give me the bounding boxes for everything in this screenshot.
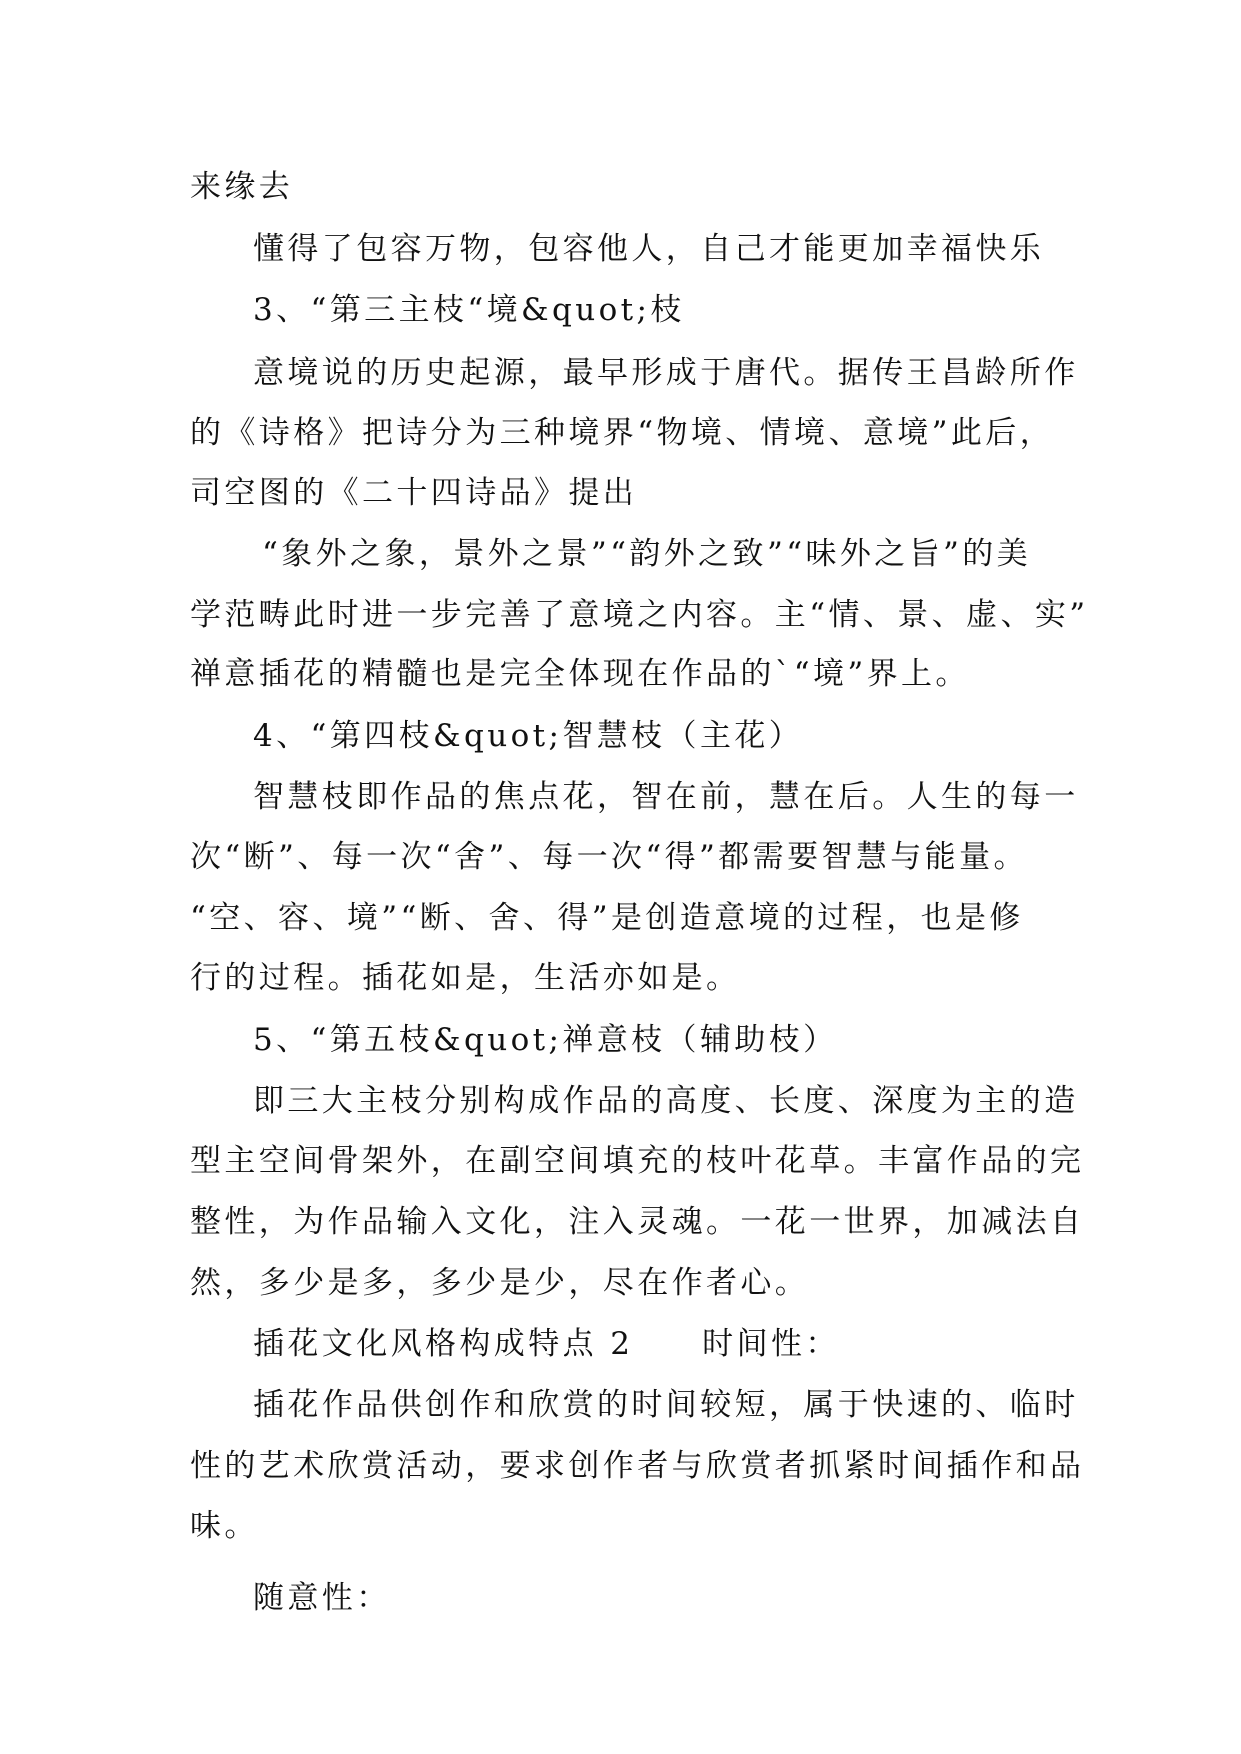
text-line: “象外之象，景外之景”“韵外之致”“味外之旨”的美 xyxy=(262,536,1032,572)
text-line: 司空图的《二十四诗品》提出 xyxy=(190,475,638,511)
text-line: 懂得了包容万物，包容他人，自己才能更加幸福快乐 xyxy=(253,231,1045,267)
section-heading: 随意性： xyxy=(253,1580,391,1616)
text-line: 整性，为作品输入文化，注入灵魂。一花一世界，加减法自 xyxy=(190,1204,1085,1240)
text-line: 性的艺术欣赏活动，要求创作者与欣赏者抓紧时间插作和品 xyxy=(190,1448,1085,1484)
text-line: “空、容、境”“断、舍、得”是创造意境的过程，也是修 xyxy=(190,900,1024,936)
text-line: 然，多少是多，多少是少，尽在作者心。 xyxy=(190,1265,810,1301)
section-heading: 3、“第三主枝“境&quot;枝 xyxy=(253,292,685,328)
text-line: 禅意插花的精髓也是完全体现在作品的`“境”界上。 xyxy=(190,656,970,692)
text-line: 来缘去 xyxy=(190,169,294,205)
text-line: 插花作品供创作和欣赏的时间较短，属于快速的、临时 xyxy=(253,1387,1079,1423)
text-line: 的《诗格》把诗分为三种境界“物境、情境、意境”此后， xyxy=(190,415,1055,451)
section-heading: 5、“第五枝&quot;禅意枝（辅助枝） xyxy=(253,1022,838,1058)
text-line: 学范畴此时进一步完善了意境之内容。主“情、景、虚、实” xyxy=(190,597,1089,633)
section-heading: 插花文化风格构成特点 2 时间性： xyxy=(253,1326,840,1362)
section-heading: 4、“第四枝&quot;智慧枝（主花） xyxy=(253,718,804,754)
text-line: 即三大主枝分别构成作品的高度、长度、深度为主的造 xyxy=(253,1083,1079,1119)
text-line: 行的过程。插花如是，生活亦如是。 xyxy=(190,960,741,996)
text-line: 型主空间骨架外，在副空间填充的枝叶花草。丰富作品的完 xyxy=(190,1143,1085,1179)
text-line: 味。 xyxy=(190,1508,259,1544)
text-line: 意境说的历史起源，最早形成于唐代。据传王昌龄所作 xyxy=(253,355,1079,391)
text-line: 智慧枝即作品的焦点花，智在前，慧在后。人生的每一 xyxy=(253,779,1079,815)
text-line: 次“断”、每一次“舍”、每一次“得”都需要智慧与能量。 xyxy=(190,839,1028,875)
